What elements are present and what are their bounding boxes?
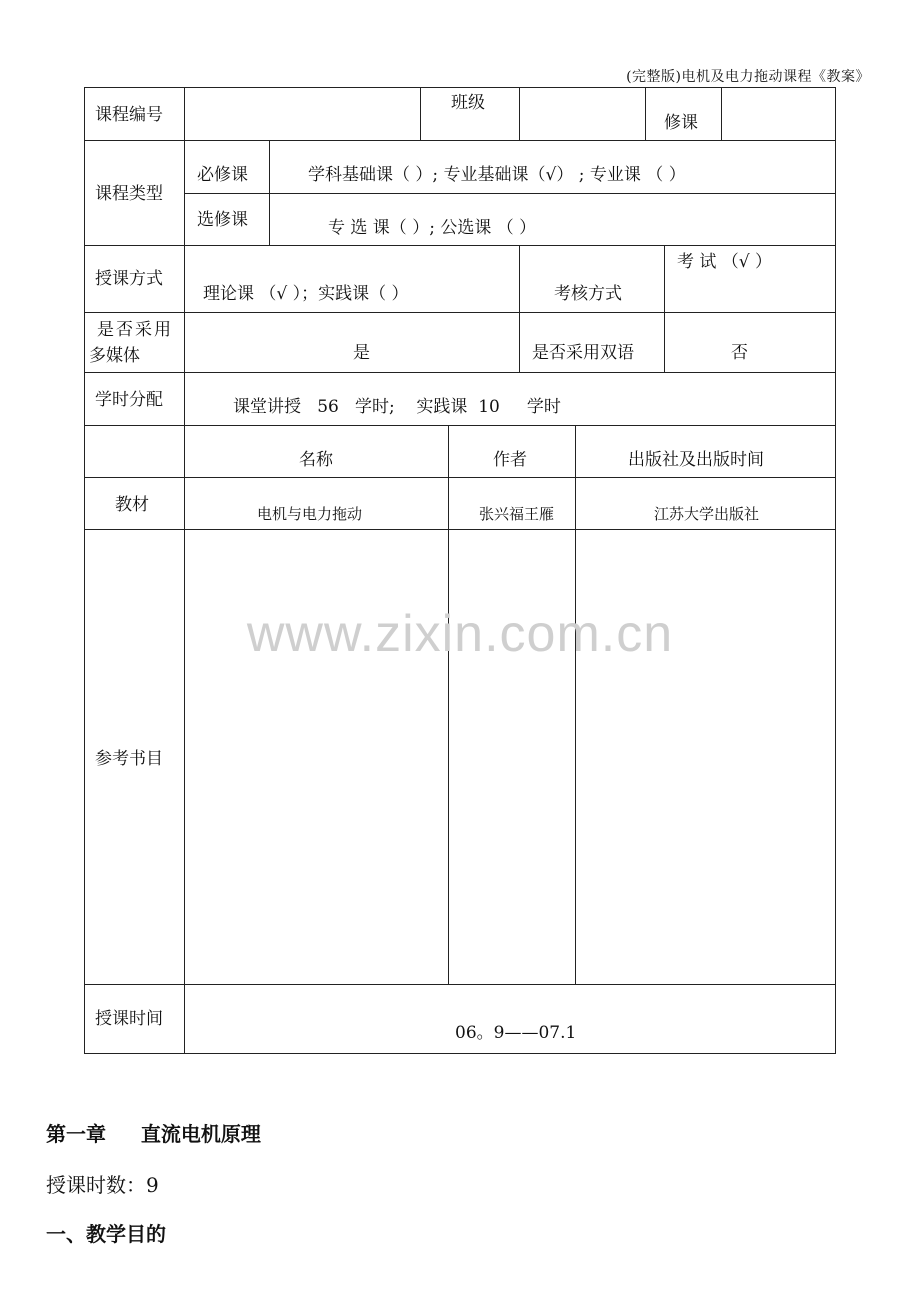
textbook-author-cell bbox=[448, 477, 576, 530]
teaching-time-label-cell bbox=[84, 984, 185, 1054]
bilingual-value-cell bbox=[664, 312, 836, 373]
references-label: 参考书目 bbox=[95, 749, 163, 769]
bilingual-label: 是否采用双语 bbox=[532, 343, 634, 363]
col-author-cell bbox=[448, 425, 576, 478]
hours-value: 课堂讲授 56 学时; 实践课 10 学时 bbox=[233, 397, 561, 417]
required-options-cell bbox=[269, 140, 836, 194]
bilingual-value: 否 bbox=[731, 343, 748, 363]
multimedia-value: 是 bbox=[353, 343, 370, 363]
elective-label: 选修课 bbox=[197, 210, 248, 230]
bilingual-label-cell bbox=[519, 312, 665, 373]
multimedia-label-line2: 多媒体 bbox=[89, 346, 140, 366]
assessment-value: 考 试 （√ ） bbox=[677, 252, 773, 272]
col-publisher-cell bbox=[575, 425, 836, 478]
references-label-cell bbox=[84, 529, 185, 985]
chapter-hours: 授课时数：9 bbox=[46, 1173, 159, 1197]
required-options: 学科基础课（ ）; 专业基础课（√） ; 专业课 （ ） bbox=[308, 165, 686, 185]
col-author: 作者 bbox=[493, 450, 527, 470]
elective-short-value-cell bbox=[721, 87, 836, 141]
elective-options-cell bbox=[269, 193, 836, 246]
elective-short-label: 修课 bbox=[664, 113, 698, 133]
hours-label: 学时分配 bbox=[95, 390, 163, 410]
assessment-label: 考核方式 bbox=[554, 284, 622, 304]
teaching-method-label-cell bbox=[84, 245, 185, 313]
course-code-label-cell bbox=[84, 87, 185, 141]
teaching-time-value: 06。9——07.1 bbox=[455, 1023, 577, 1043]
elective-label-cell bbox=[184, 193, 270, 246]
hours-label-cell bbox=[84, 372, 185, 426]
textbook-label-cell bbox=[84, 477, 185, 530]
required-label: 必修课 bbox=[197, 165, 248, 185]
textbook-publisher-cell bbox=[575, 477, 836, 530]
textbook-label: 教材 bbox=[115, 495, 149, 515]
textbook-publisher: 江苏大学出版社 bbox=[654, 505, 760, 523]
required-label-cell bbox=[184, 140, 270, 194]
document-header: (完整版)电机及电力拖动课程《教案》 bbox=[626, 69, 870, 85]
hours-value-cell bbox=[184, 372, 836, 426]
course-type-label: 课程类型 bbox=[95, 184, 163, 204]
teaching-time-value-cell bbox=[184, 984, 836, 1054]
textbook-name: 电机与电力拖动 bbox=[257, 505, 363, 523]
course-type-label-cell bbox=[84, 140, 185, 246]
teaching-method-value: 理论课 （√ ）；实践课（ ） bbox=[203, 284, 409, 304]
col-publisher: 出版社及出版时间 bbox=[628, 450, 764, 470]
multimedia-label-cell bbox=[84, 312, 185, 373]
textbook-author: 张兴福王雁 bbox=[479, 505, 555, 523]
teaching-time-label: 授课时间 bbox=[95, 1009, 163, 1029]
elective-options: 专 选 课（ ）; 公选课 （ ） bbox=[328, 218, 537, 238]
class-value-cell bbox=[519, 87, 646, 141]
elective-short-label-cell bbox=[645, 87, 722, 141]
course-code-label: 课程编号 bbox=[95, 105, 163, 125]
header-blank-cell bbox=[84, 425, 185, 478]
col-name-cell bbox=[184, 425, 449, 478]
multimedia-label-line1: 是否采用 bbox=[97, 320, 173, 340]
references-name-cell bbox=[184, 529, 449, 985]
col-name: 名称 bbox=[299, 450, 333, 470]
class-label-cell bbox=[420, 87, 520, 141]
assessment-label-cell bbox=[519, 245, 665, 313]
references-publisher-cell bbox=[575, 529, 836, 985]
class-label: 班级 bbox=[451, 93, 485, 113]
textbook-name-cell bbox=[184, 477, 449, 530]
teaching-method-label: 授课方式 bbox=[95, 269, 163, 289]
watermark: www.zixin.com.cn bbox=[246, 605, 674, 663]
course-code-value-cell bbox=[184, 87, 421, 141]
assessment-value-cell bbox=[664, 245, 836, 313]
course-info-table bbox=[84, 87, 836, 1054]
teaching-method-value-cell bbox=[184, 245, 520, 313]
section-heading-objectives: 一、教学目的 bbox=[46, 1222, 166, 1246]
multimedia-value-cell bbox=[184, 312, 520, 373]
chapter-title: 第一章 直流电机原理 bbox=[46, 1122, 261, 1146]
references-author-cell bbox=[448, 529, 576, 985]
